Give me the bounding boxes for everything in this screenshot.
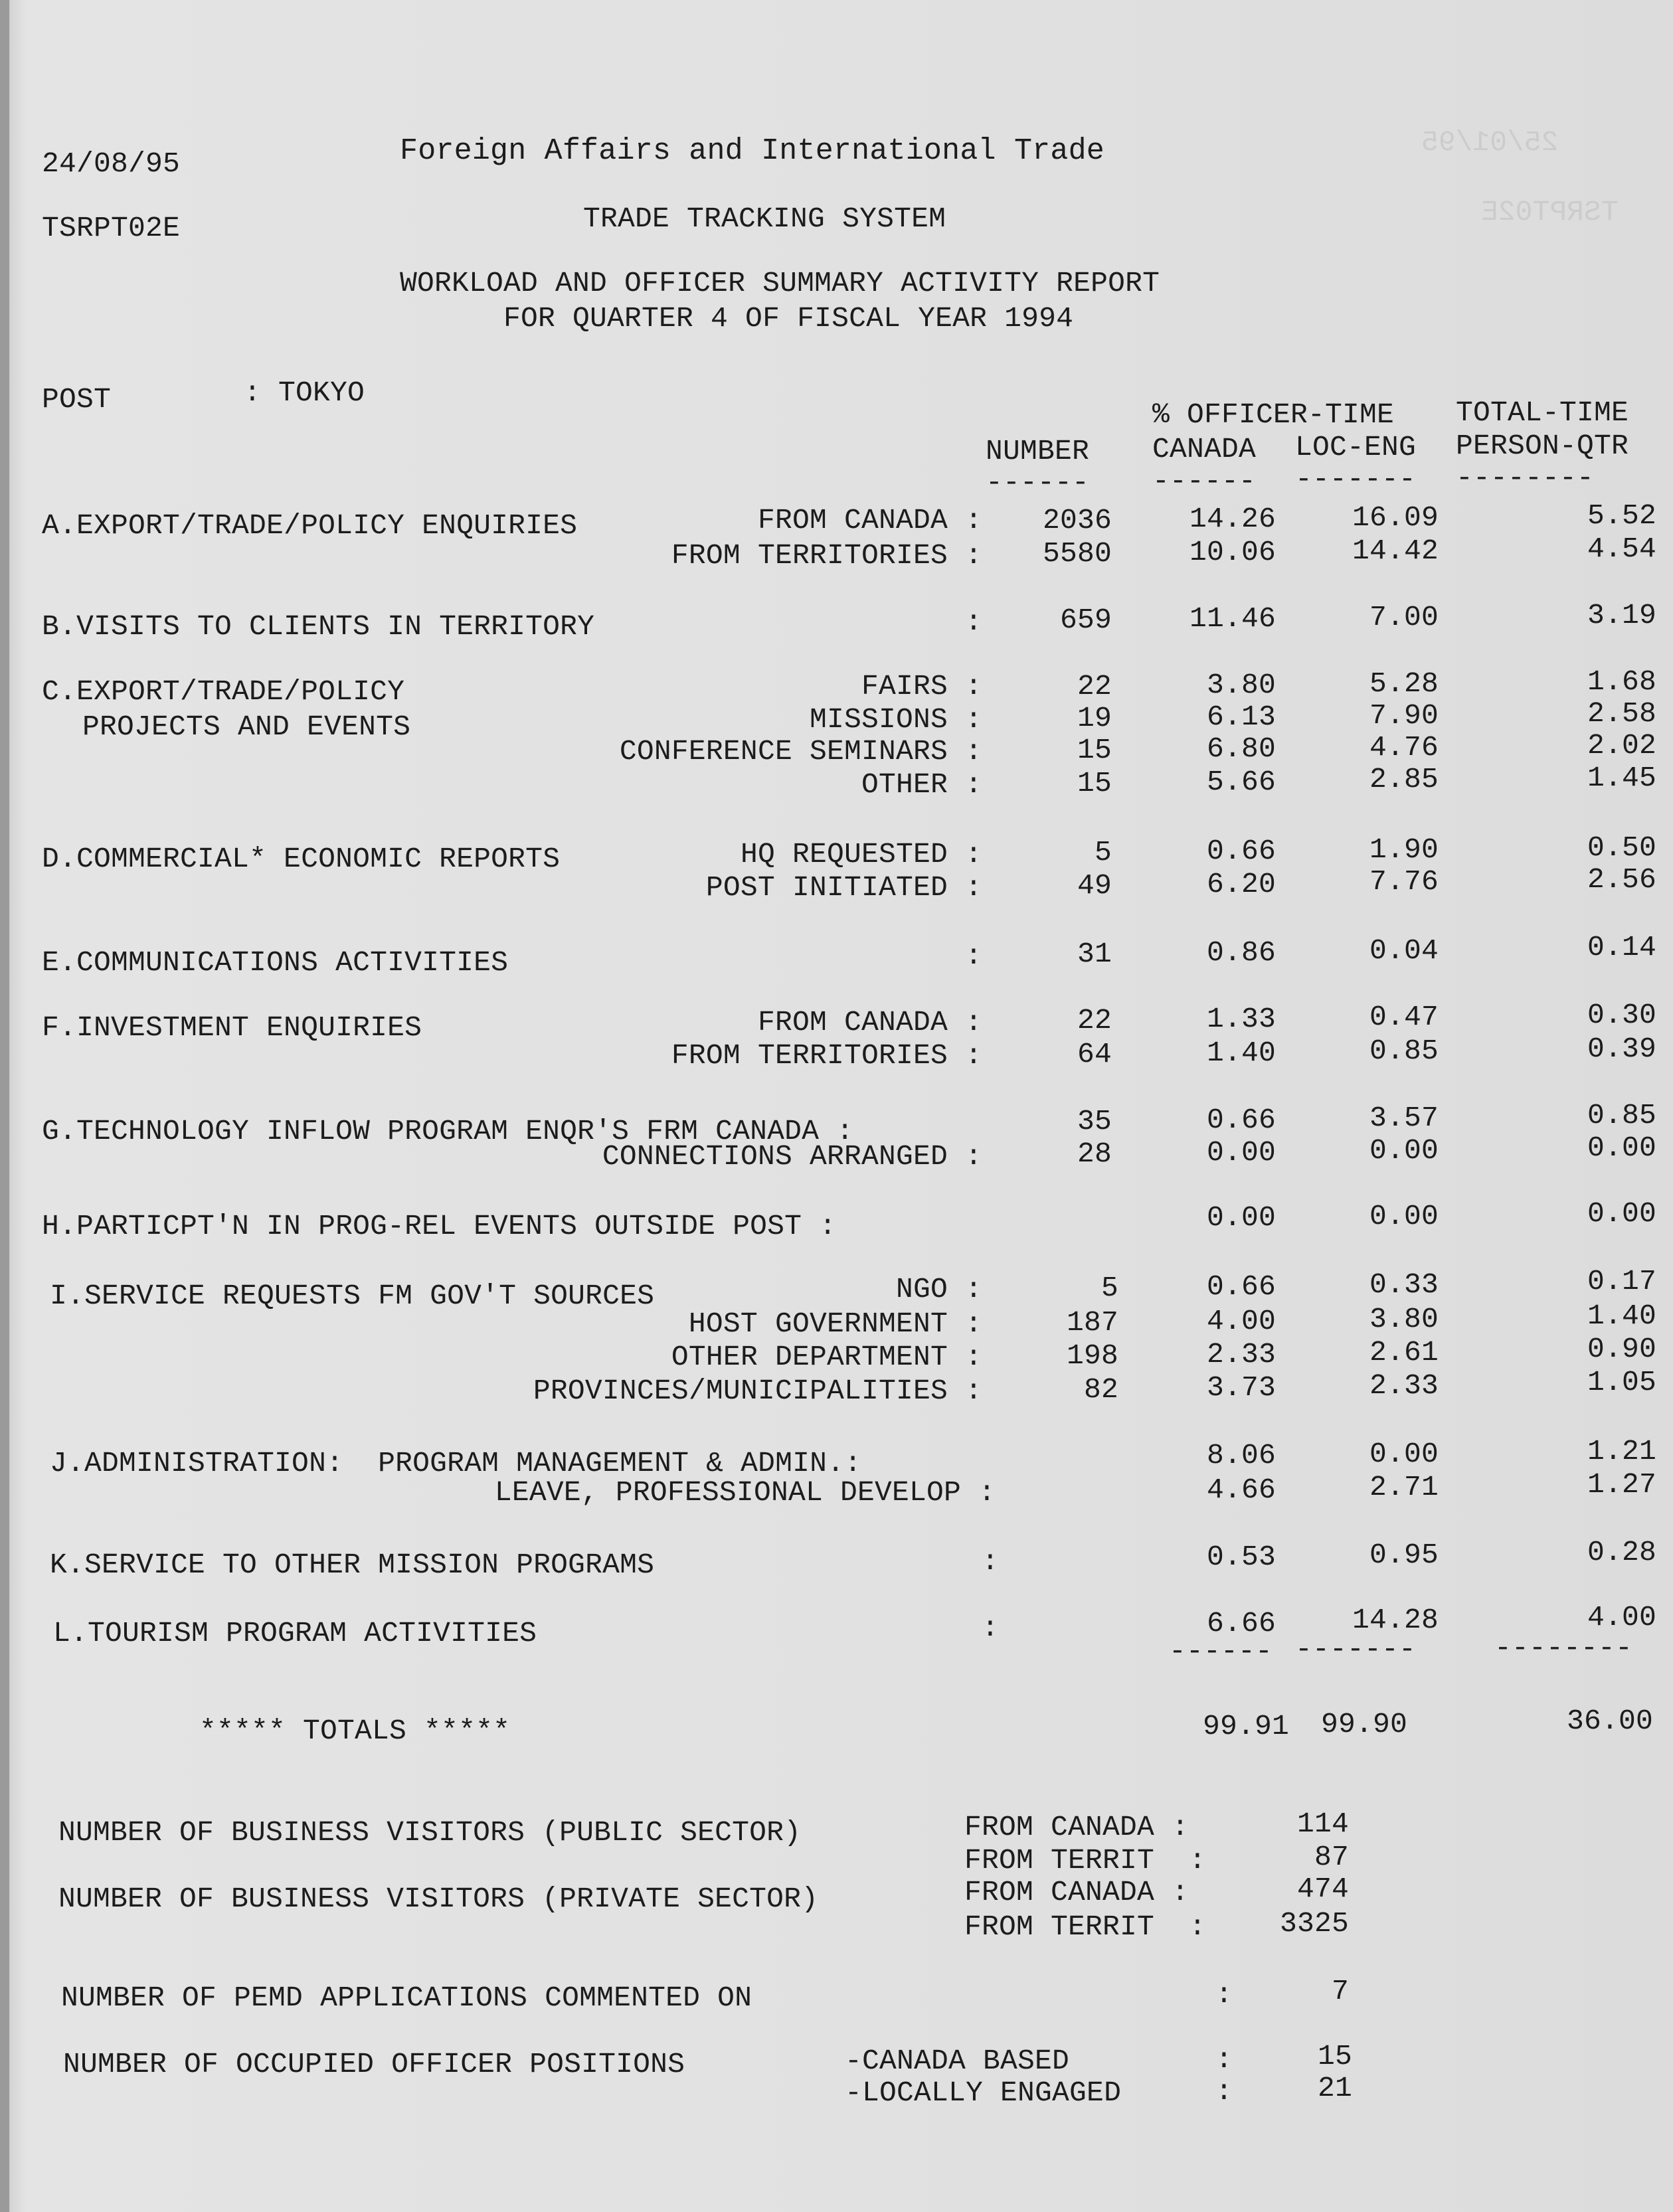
pemd-label: NUMBER OF PEMD APPLICATIONS COMMENTED ON [61,1982,752,2014]
section-g-label: G.TECHNOLOGY INFLOW PROGRAM ENQR'S FRM CANADA : [42,1115,854,1148]
table-cell-canada: 0.66 [1206,1104,1276,1136]
table-cell-canada: 6.80 [1206,732,1276,765]
table-cell-canada: 1.33 [1206,1003,1276,1035]
table-row-label: : [964,940,982,972]
table-cell-canada: 0.53 [1206,1541,1276,1573]
table-cell-total: 0.17 [1587,1265,1656,1298]
table-cell-number: 5 [1094,836,1112,869]
table-cell-canada: 0.00 [1206,1136,1276,1169]
section-g-label-2: CONNECTIONS ARRANGED : [602,1140,982,1173]
table-cell-total: 0.39 [1587,1033,1656,1065]
table-cell-number: 5 [1101,1272,1118,1304]
report-period: FOR QUARTER 4 OF FISCAL YEAR 1994 [503,302,1074,335]
table-cell-canada: 0.86 [1206,936,1276,969]
totals-underline-person-qtr: -------- [1494,1632,1633,1664]
table-row-label: FROM TERRITORIES : [671,1039,982,1072]
table-cell-loc-eng: 0.85 [1369,1035,1439,1067]
table-row-label: FROM CANADA : [757,504,982,537]
table-cell-canada: 8.06 [1206,1439,1276,1472]
table-row-label: OTHER : [861,768,982,801]
table-cell-total: 1.45 [1587,762,1656,794]
private-territ-value: 3325 [1279,1907,1349,1940]
table-row-label: FAIRS : [861,670,982,703]
table-cell-loc-eng: 2.85 [1369,763,1439,796]
totals-underline-loc-eng: ------- [1295,1633,1417,1665]
pemd-colon: : [1215,1978,1233,2011]
canada-based-label: -CANADA BASED [845,2045,1070,2077]
col-underline-person-qtr: -------- [1456,462,1595,494]
table-cell-loc-eng: 0.04 [1369,934,1439,967]
pemd-value: 7 [1331,1975,1349,2007]
table-cell-total: 1.05 [1587,1366,1656,1399]
table-cell-total: 1.21 [1587,1435,1656,1468]
canada-based-colon: : [1215,2043,1233,2076]
table-cell-total: 2.02 [1587,729,1656,762]
table-cell-loc-eng: 5.28 [1369,667,1439,700]
table-cell-canada: 1.40 [1206,1037,1276,1069]
table-cell-number: 35 [1077,1105,1112,1138]
section-l-label: L.TOURISM PROGRAM ACTIVITIES [53,1617,537,1650]
table-cell-number: 31 [1077,938,1112,970]
section-d-label: D.COMMERCIAL* ECONOMIC REPORTS [42,843,561,875]
totals-loc-eng: 99.90 [1320,1708,1407,1741]
totals-canada: 99.91 [1202,1710,1289,1743]
table-cell-number: 187 [1066,1306,1118,1339]
table-cell-number: 82 [1083,1373,1118,1406]
private-visitors-label: NUMBER OF BUSINESS VISITORS (PRIVATE SECTOR) [58,1883,819,1915]
section-c-label: C.EXPORT/TRADE/POLICY [42,675,405,708]
table-cell-canada: 10.06 [1189,536,1276,568]
table-cell-canada: 3.73 [1206,1371,1276,1404]
table-cell-canada: 0.66 [1206,835,1276,867]
report-date: 24/08/95 [42,147,181,180]
table-cell-loc-eng: 2.71 [1369,1471,1439,1503]
table-cell-total: 3.19 [1587,599,1656,632]
table-cell-total: 2.56 [1587,863,1656,896]
private-canada-value: 474 [1296,1873,1349,1905]
section-e-label: E.COMMUNICATIONS ACTIVITIES [42,946,509,979]
table-cell-total: 2.58 [1587,697,1656,730]
table-cell-canada: 0.66 [1206,1270,1276,1303]
section-j-label-2: LEAVE, PROFESSIONAL DEVELOP : [494,1476,996,1509]
table-cell-total: 5.52 [1587,499,1656,532]
section-k-colon: : [982,1545,1000,1578]
table-cell-total: 4.54 [1587,533,1656,565]
table-cell-loc-eng: 3.57 [1369,1102,1439,1134]
table-cell-loc-eng: 3.80 [1369,1303,1439,1335]
col-underline-loc-eng: ------- [1295,463,1417,495]
table-cell-loc-eng: 0.95 [1369,1539,1439,1571]
table-cell-canada: 5.66 [1206,766,1276,798]
table-cell-canada: 14.26 [1189,503,1276,535]
table-row-label: MISSIONS : [809,703,982,736]
table-cell-total: 0.85 [1587,1099,1656,1132]
table-cell-total: 4.00 [1587,1601,1656,1634]
table-row-label: FROM CANADA : [757,1006,982,1039]
section-i-label: I.SERVICE REQUESTS FM GOV'T SOURCES [50,1280,655,1312]
post-label: POST [42,383,112,416]
officer-positions-label: NUMBER OF OCCUPIED OFFICER POSITIONS [63,2048,685,2081]
table-cell-number: 15 [1077,734,1112,766]
table-cell-number: 2036 [1042,504,1112,537]
table-cell-total: 0.14 [1587,931,1656,964]
system-name: TRADE TRACKING SYSTEM [583,203,946,235]
section-c-label-2: PROJECTS AND EVENTS [82,711,411,743]
table-cell-number: 5580 [1042,537,1112,570]
col-underline-canada: ------ [1152,465,1257,497]
locally-engaged-label: -LOCALLY ENGAGED [845,2077,1122,2109]
section-f-label: F.INVESTMENT ENQUIRIES [42,1011,422,1044]
table-cell-loc-eng: 7.00 [1369,601,1439,634]
table-cell-loc-eng: 0.00 [1369,1200,1439,1233]
table-cell-canada: 6.13 [1206,701,1276,733]
from-canada-label: FROM CANADA : [964,1811,1189,1843]
table-row-label: FROM TERRITORIES : [671,539,982,572]
table-cell-total: 0.00 [1587,1132,1656,1164]
table-cell-canada: 11.46 [1189,602,1276,635]
table-cell-total: 0.00 [1587,1197,1656,1230]
table-cell-loc-eng: 14.42 [1352,535,1439,567]
from-territ-label: FROM TERRIT : [964,1911,1207,1943]
table-cell-number: 49 [1077,869,1112,902]
report-title: WORKLOAD AND OFFICER SUMMARY ACTIVITY REPORT [400,267,1160,299]
table-cell-loc-eng: 14.28 [1352,1604,1439,1636]
section-h-label: H.PARTICPT'N IN PROG-REL EVENTS OUTSIDE POST : [42,1210,837,1242]
table-cell-total: 0.90 [1587,1333,1656,1365]
table-cell-loc-eng: 7.76 [1369,865,1439,898]
table-row-label: POST INITIATED : [705,871,982,904]
table-cell-loc-eng: 1.90 [1369,833,1439,866]
table-cell-canada: 3.80 [1206,669,1276,701]
table-cell-loc-eng: 0.00 [1369,1438,1439,1470]
from-canada-label: FROM CANADA : [964,1876,1189,1909]
table-row-label: : [964,606,982,638]
table-cell-loc-eng: 7.90 [1369,699,1439,732]
report-code: TSRPT02E [42,212,181,244]
table-cell-number: 659 [1059,604,1112,636]
table-cell-canada: 6.20 [1206,868,1276,900]
document-page: 25/01/95 TSRPT02E 24/08/95 Foreign Affairs and International Trade TSRPT02E TRADE TRACKING SYSTEM WORKLOAD AND OFFICER SUMMARY ACTIVITY REPORT FOR QUARTER 4 OF FISCAL YEAR 1994 POST : TOKYO % OFFICER-TIME TOTAL-TIME NUMBER CANADA LOC-ENG PERSON-QTR ------ ------ ------- -------- A.EXPORT/TRADE/POLICY ENQUIRIES FROM CANADA : 2036 14.26 16.09 5.52 FROM TERRITORIES : 5580 10.06 14.42 4.54 B.VISITS TO CLIENTS IN TERRITORY : 659 11.46 7.00 3.19 C.EXPORT/TRADE/POLICY PROJECTS AND EVENTS FAIRS : 22 3.80 5.28 1.68 MISSIONS : 19 6.13 7.90 2.58 CONFERENCE SEMINARS : 15 6.80 4.76 2.02 OTHER : 15 5.66 2.85 1.45 D.COMMERCIAL* ECONOMIC REPORTS HQ REQUESTED : 5 0.66 1.90 0.50 POST INITIATED : 49 6.20 7.76 2.56 E.COMMUNICATIONS ACTIVITIES : 31 0.86 0.04 0.14 F.INVESTMENT ENQUIRIES FROM CANADA : 22 1.33 0.47 0.30 FROM TERRITORIES : 64 1.40 0.85 0.39 G.TECHNOLOGY INFLOW PROGRAM ENQR'S FRM CANADA : CONNECTIONS ARRANGED : 35 0.66 3.57 0.85 28 0.00 0.00 0.00 H.PARTICPT'N IN PROG-REL EVENTS OUTSIDE POST : 0.00 0.00 0.00 I.SERVICE REQUESTS FM GOV'T SOURCES NGO : 5 0.66 0.33 0.17 HOST GOVERNMENT : 187 4.00 3.80 1.40 OTHER DEPARTMENT : 198 2.33 2.61 0.90 PROVINCES/MUNICIPALITIES : 82 3.73 2.33 1.05 J.ADMINISTRATION: PROGRAM MANAGEMENT & ADMIN.: LEAVE, PROFESSIONAL DEVELOP : 8.06 0.00 1.21 4.66 2.71 1.27 K.SERVICE TO OTHER MISSION PROGRAMS : 0.53 0.95 0.28 L.TOURISM PROGRAM ACTIVITIES : 6.66 14.28 4.00 ------ ------- -------- ***** TOTALS ***** 99.91 99.90 36.00 NUMBER OF BUSINESS VISITORS (PUBLIC SECTOR) FROM CANADA : 114 FROM TERRIT : 87 NUMBER OF BUSINESS VISITORS (PRIVATE SECTOR) FROM CANADA : 474 FROM TERRIT : 3325 NUMBER OF PEMD APPLICATIONS COMMENTED ON : 7 NUMBER OF OCCUPIED OFFICER POSITIONS -CANADA BASED : 15 -LOCALLY ENGAGED : 21 [0,0,1673,2212]
col-header-total-time: TOTAL-TIME [1456,396,1629,429]
table-cell-canada: 4.00 [1206,1305,1276,1337]
col-header-canada: CANADA [1152,433,1257,466]
table-cell-loc-eng: 2.33 [1369,1369,1439,1402]
table-cell-canada: 6.66 [1206,1607,1276,1640]
section-a-label: A.EXPORT/TRADE/POLICY ENQUIRIES [42,509,578,542]
section-j-label: J.ADMINISTRATION: PROGRAM MANAGEMENT & ADMIN.: [50,1447,862,1480]
table-cell-number: 198 [1066,1339,1118,1372]
totals-person-qtr: 36.00 [1566,1705,1653,1737]
col-header-person-qtr: PERSON-QTR [1456,430,1629,462]
table-cell-number: 64 [1077,1038,1112,1070]
table-cell-total: 1.68 [1587,665,1656,698]
table-cell-number: 22 [1077,670,1112,703]
table-cell-loc-eng: 0.47 [1369,1001,1439,1033]
canada-based-value: 15 [1317,2040,1352,2073]
table-row-label: NGO : [895,1273,982,1306]
table-row-label: HOST GOVERNMENT : [688,1308,982,1340]
totals-label: ***** TOTALS ***** [199,1715,511,1747]
table-cell-total: 0.50 [1587,831,1656,864]
table-cell-loc-eng: 4.76 [1369,731,1439,764]
table-cell-number: 19 [1077,702,1112,734]
table-cell-canada: 0.00 [1206,1201,1276,1234]
table-row-label: OTHER DEPARTMENT : [671,1341,982,1373]
post-value: : TOKYO [244,377,365,409]
table-cell-number: 15 [1077,767,1112,800]
col-underline-number: ------ [986,466,1090,499]
table-row-label: HQ REQUESTED : [740,838,982,871]
table-cell-loc-eng: 0.00 [1369,1134,1439,1167]
public-territ-value: 87 [1314,1841,1349,1873]
table-cell-canada: 2.33 [1206,1338,1276,1371]
table-cell-canada: 4.66 [1206,1474,1276,1506]
table-cell-loc-eng: 16.09 [1352,501,1439,534]
table-cell-loc-eng: 0.33 [1369,1268,1439,1301]
table-row-label: CONFERENCE SEMINARS : [619,735,982,768]
public-canada-value: 114 [1296,1808,1349,1840]
table-cell-number: 22 [1077,1004,1112,1037]
table-cell-total: 0.28 [1587,1536,1656,1569]
table-cell-total: 1.27 [1587,1468,1656,1501]
totals-underline-canada: ------ [1169,1635,1273,1667]
from-territ-label: FROM TERRIT : [964,1844,1207,1877]
col-header-loc-eng: LOC-ENG [1295,431,1417,464]
locally-engaged-colon: : [1215,2075,1233,2108]
locally-engaged-value: 21 [1317,2072,1352,2104]
section-b-label: B.VISITS TO CLIENTS IN TERRITORY [42,610,595,643]
table-cell-total: 0.30 [1587,999,1656,1031]
col-header-pct-officer-time: % OFFICER-TIME [1152,398,1395,431]
table-row-label: PROVINCES/MUNICIPALITIES : [533,1375,982,1407]
table-cell-total: 1.40 [1587,1300,1656,1332]
table-cell-number: 28 [1077,1138,1112,1170]
page-edge [0,0,9,2212]
col-header-number: NUMBER [986,435,1090,468]
section-l-colon: : [982,1612,1000,1644]
public-visitors-label: NUMBER OF BUSINESS VISITORS (PUBLIC SECTOR) [58,1816,802,1849]
section-k-label: K.SERVICE TO OTHER MISSION PROGRAMS [50,1549,655,1581]
department-name: Foreign Affairs and International Trade [400,134,1104,168]
table-cell-loc-eng: 2.61 [1369,1336,1439,1369]
